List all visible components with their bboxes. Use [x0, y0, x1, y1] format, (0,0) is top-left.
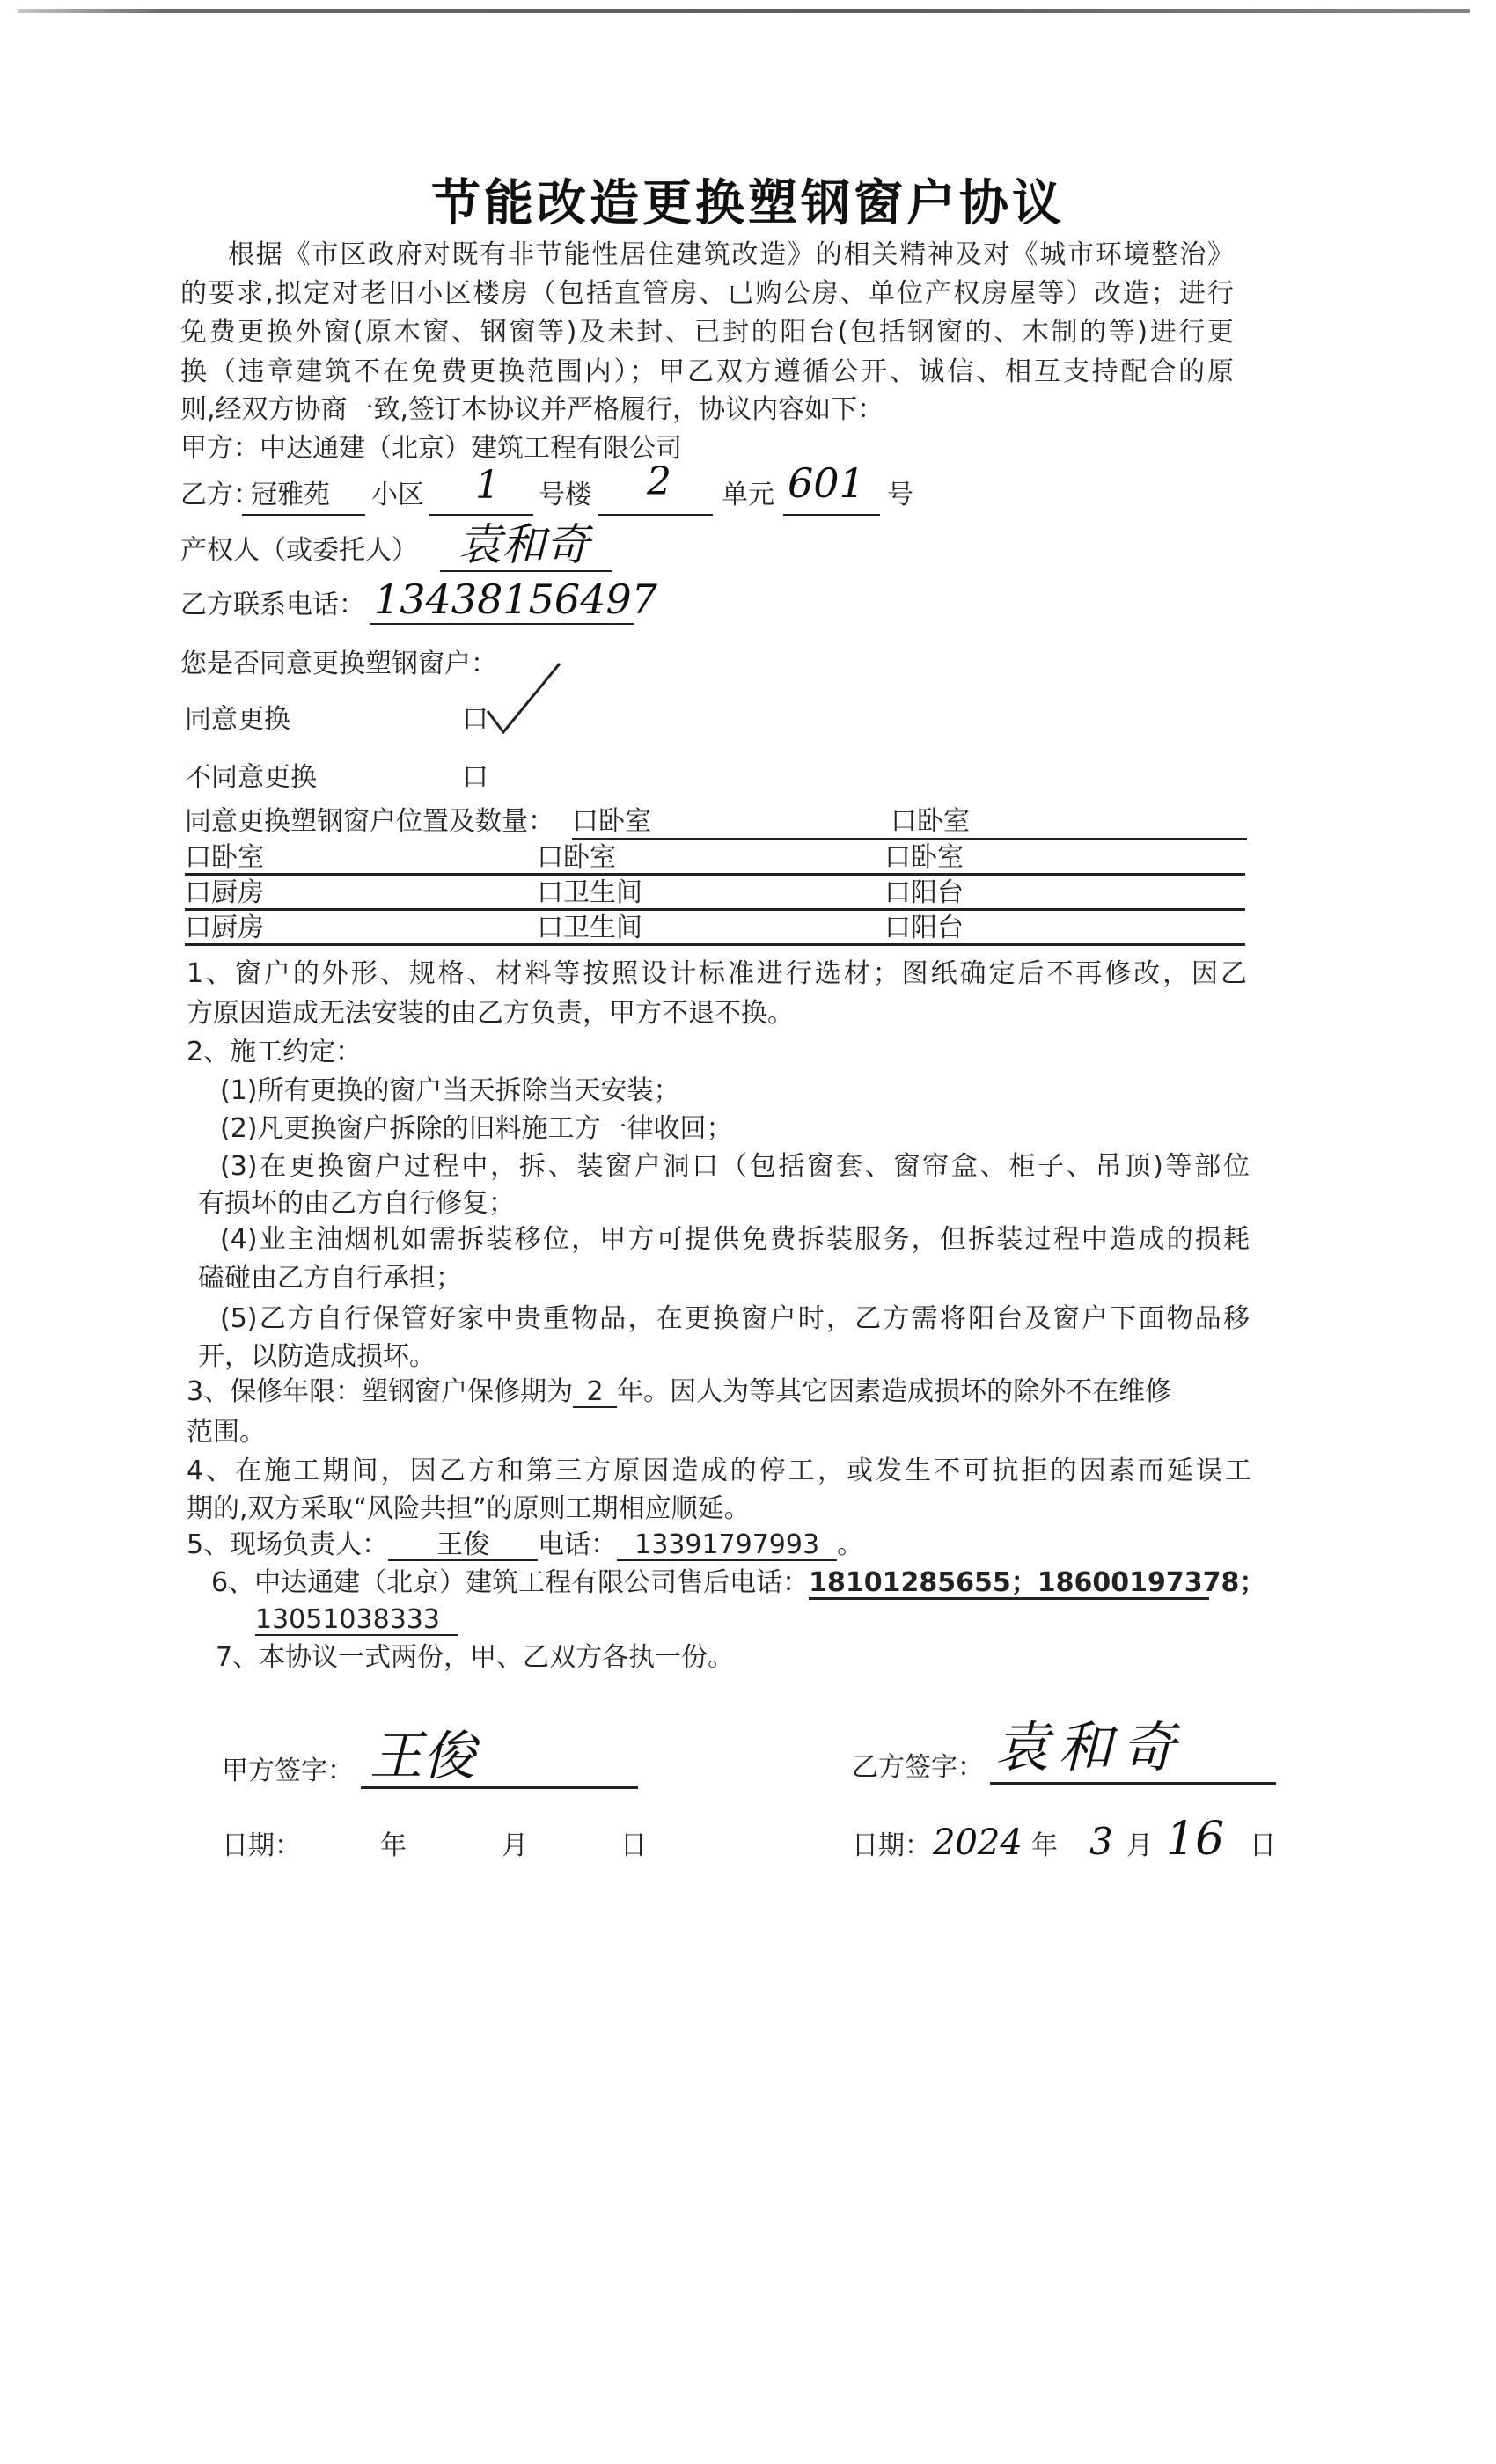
clause-2-4: 磕碰由乙方自行承担；: [198, 1263, 462, 1294]
intro-line: 根据《市区政府对既有非节能性居住建筑改造》的相关精神及对《城市环境整治》: [228, 239, 1234, 270]
party-b-sign-label: 乙方签字：: [852, 1752, 984, 1783]
period: 。: [837, 1529, 864, 1560]
location-option[interactable]: 口厨房: [185, 877, 264, 908]
checkmark-icon: [484, 658, 563, 737]
building-value[interactable]: 1: [475, 463, 500, 508]
building-suffix: 号楼: [539, 480, 591, 510]
locations-label: 同意更换塑钢窗户位置及数量：: [185, 806, 554, 837]
party-a: 甲方：中达通建（北京）建筑工程有限公司: [180, 433, 682, 464]
clause-1: 1、窗户的外形、规格、材料等按照设计标准进行选材；图纸确定后不再修改，因乙: [187, 958, 1247, 989]
clause-5: [187, 1529, 863, 1561]
clause-2: 2、施工约定：: [187, 1037, 363, 1067]
phone-label: 乙方联系电话：: [180, 590, 365, 620]
clause-3: [187, 1376, 1171, 1408]
location-option[interactable]: 口卧室: [891, 806, 970, 837]
party-b-date-label: 日期：: [852, 1830, 931, 1861]
party-b-month-value: 3: [1089, 1820, 1113, 1863]
clause-2-5: 开，以防造成损坏。: [198, 1341, 436, 1372]
party-a-signature: 王俊: [370, 1726, 475, 1787]
scan-edge: [18, 9, 1470, 13]
disagree-label: 不同意更换: [185, 762, 317, 793]
intro-line: 换（违章建筑不在免费更换范围内）；甲乙双方遵循公开、诚信、相互支持配合的原: [180, 356, 1234, 387]
clause-2-5: (5)乙方自行保管好家中贵重物品，在更换窗户时，乙方需将阳台及窗户下面物品移: [220, 1303, 1250, 1334]
aftersales-phones-2: 13051038333: [255, 1606, 458, 1636]
location-option[interactable]: 口厨房: [185, 913, 264, 943]
intro-line: 免费更换外窗(原木窗、钢窗等)及未封、已封的阳台(包括钢窗的、木制的等)进行更: [180, 317, 1234, 348]
clause-3: 范围。: [187, 1417, 266, 1448]
clause-4: 4、在施工期间，因乙方和第三方原因造成的停工，或发生不可抗拒的因素而延误工: [187, 1456, 1251, 1486]
intro-line: 则,经双方协商一致,签订本协议并严格履行，协议内容如下：: [180, 394, 884, 425]
party-b-year: 年: [1031, 1830, 1058, 1861]
location-option[interactable]: 口卫生间: [537, 913, 642, 943]
phone-value[interactable]: 13438156497: [374, 576, 657, 623]
locations-row: [185, 878, 1245, 911]
location-option[interactable]: 口卧室: [572, 806, 651, 837]
locations-row: [185, 913, 1245, 946]
document-title: 节能改造更换塑钢窗户协议: [431, 175, 1065, 232]
locations-row: [185, 843, 1245, 876]
clause-4: 期的,双方采取“风险共担”的原则工期相应顺延。: [187, 1493, 751, 1524]
community-value[interactable]: 冠雅苑: [251, 480, 330, 510]
room-suffix: 号: [887, 480, 913, 510]
party-a-month: 月: [502, 1830, 528, 1861]
warranty-years: 2: [573, 1378, 617, 1408]
clause-1: 方原因造成无法安装的由乙方负责，甲方不退不换。: [187, 998, 794, 1029]
location-option[interactable]: 口阳台: [884, 913, 964, 943]
clause-6: [211, 1567, 1266, 1600]
unit-value[interactable]: 2: [647, 459, 671, 504]
party-a-year: 年: [380, 1830, 407, 1861]
location-option[interactable]: 口卧室: [185, 842, 264, 873]
owner-label: 产权人（或委托人）: [180, 535, 418, 566]
clause-6-label: 6、中达通建（北京）建筑工程有限公司售后电话：: [211, 1567, 810, 1598]
clause-5-label: 5、现场负责人：: [187, 1529, 389, 1560]
clause-3-text: 3、保修年限：塑钢窗户保修期为: [187, 1376, 574, 1407]
clause-7: 7、本协议一式两份，甲、乙双方各执一份。: [216, 1642, 735, 1673]
unit-suffix: 单元: [722, 480, 774, 510]
party-b-day-value: 16: [1166, 1813, 1225, 1866]
clause-2-4: (4)业主油烟机如需拆装移位，甲方可提供免费拆装服务，但拆装过程中造成的损耗: [220, 1224, 1250, 1255]
party-b-day: 日: [1250, 1830, 1276, 1861]
site-manager: 王俊: [388, 1531, 538, 1561]
party-a-day: 日: [620, 1830, 647, 1861]
clause-2-3: (3)在更换窗户过程中，拆、装窗户洞口（包括窗套、窗帘盒、柜子、吊顶)等部位: [220, 1151, 1250, 1182]
disagree-checkbox[interactable]: 口: [462, 762, 488, 793]
agree-checkbox[interactable]: 口: [462, 704, 488, 735]
agree-label: 同意更换: [185, 704, 290, 735]
location-option[interactable]: 口卧室: [884, 842, 964, 873]
owner-signature[interactable]: 袁和奇: [458, 519, 590, 570]
party-b-label: 乙方：: [180, 480, 260, 510]
consent-question: 您是否同意更换塑钢窗户：: [180, 649, 497, 679]
clause-2-3: 有损坏的由乙方自行修复；: [198, 1188, 515, 1219]
party-a-date-label: 日期：: [222, 1830, 301, 1861]
party-b-signature: 袁和奇: [994, 1715, 1185, 1779]
clause-3-text: 年。因人为等其它因素造成损坏的除外不在维修: [617, 1376, 1172, 1407]
location-option[interactable]: 口卫生间: [537, 877, 642, 908]
site-manager-phone: 13391797993: [617, 1531, 837, 1561]
aftersales-phones: 18101285655；18600197378；: [809, 1567, 1266, 1598]
party-b-month: 月: [1126, 1830, 1153, 1861]
location-option[interactable]: 口阳台: [884, 877, 964, 908]
location-option[interactable]: 口卧室: [537, 842, 616, 873]
phone-label: 电话：: [538, 1529, 618, 1560]
party-b-year-value: 2024: [933, 1822, 1023, 1863]
party-a-sign-label: 甲方签字：: [222, 1756, 354, 1786]
community-suffix: 小区: [371, 480, 424, 510]
intro-line: 的要求,拟定对老旧小区楼房（包括直管房、已购公房、单位产权房屋等）改造；进行: [180, 278, 1234, 309]
room-value[interactable]: 601: [788, 459, 865, 507]
clause-2-2: (2)凡更换窗户拆除的旧料施工方一律收回；: [220, 1113, 733, 1144]
clause-2-1: (1)所有更换的窗户当天拆除当天安装；: [220, 1075, 680, 1106]
